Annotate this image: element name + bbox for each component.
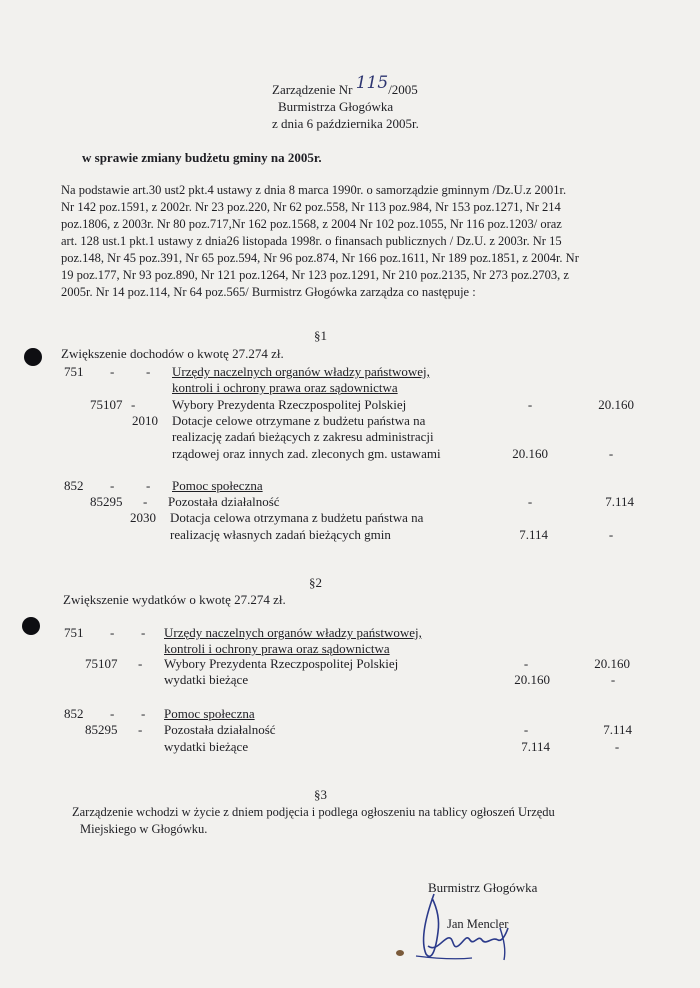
item-text: realizację zadań bieżących z zakresu administracji: [172, 429, 434, 444]
dash: -: [110, 364, 115, 379]
section-title: kontroli i ochrony prawa oraz sądownictwa: [172, 380, 398, 395]
document-title: [272, 73, 418, 98]
dash: -: [110, 478, 115, 493]
amount-col2: 20.160: [594, 656, 630, 671]
amount-col1: -: [527, 494, 533, 509]
amount-col1: 7.114: [521, 739, 550, 754]
section-title: Pomoc społeczna: [172, 478, 263, 493]
section-title: Urzędy naczelnych organów władzy państwowej,: [164, 625, 422, 640]
rozdzial-75107: 75107: [85, 656, 118, 671]
rozdzial-85295: 85295: [85, 722, 118, 737]
dzial-852: 852: [64, 478, 84, 493]
dash: -: [138, 656, 143, 671]
item-text: wydatki bieżące: [164, 739, 249, 754]
section1-intro: Zwiększenie dochodów o kwotę 27.274 zł.: [61, 346, 284, 361]
item-text: Wybory Prezydenta Rzeczpospolitej Polskiej: [164, 656, 399, 671]
item-text: rządowej oraz innych zad. zleconych gm. ustawami: [172, 446, 441, 461]
dash: -: [141, 625, 146, 640]
section3-heading: §3: [314, 787, 327, 802]
item-text: Dotacja celowa otrzymana z budżetu państwa na: [170, 510, 424, 525]
preamble-line-5: poz.148, Nr 45 poz.391, Nr 65 poz.594, Nr 96 poz.874, Nr 166 poz.1611, Nr 189 poz.1851, z 2004r. Nr: [61, 251, 579, 265]
item-text: realizację własnych zadań bieżących gmin: [170, 527, 391, 542]
handwritten-signature: [412, 888, 522, 966]
section2-heading: §2: [309, 575, 322, 590]
punch-hole-bottom: [22, 617, 40, 635]
amount-col1: 7.114: [519, 527, 548, 542]
handwritten-number: 115: [355, 73, 389, 93]
preamble-line-7: 2005r. Nr 14 poz.114, Nr 64 poz.565/ Burmistrz Głogówka zarządza co następuje :: [61, 285, 476, 299]
rozdzial-85295: 85295: [90, 494, 123, 509]
dash: -: [138, 722, 143, 737]
section-title: Urzędy naczelnych organów władzy państwowej,: [172, 364, 430, 379]
amount-col1: 20.160: [514, 672, 550, 687]
amount-col2: -: [610, 672, 616, 687]
preamble-line-3: poz.1806, z 2003r. Nr 80 poz.717,Nr 162 poz.1568, z 2004 Nr 102 poz.1055, Nr 116 poz.1203/ oraz: [61, 217, 562, 231]
date-line: z dnia 6 października 2005r.: [272, 116, 419, 131]
dzial-751: 751: [64, 625, 84, 640]
amount-col1: -: [523, 656, 529, 671]
signature-title: Burmistrz Głogówka: [428, 880, 538, 895]
title-prefix: Zarządzenie Nr: [272, 82, 353, 97]
dzial-751: 751: [64, 364, 84, 379]
ink-mark: [396, 950, 404, 956]
dash: -: [131, 397, 136, 412]
subject-line: w sprawie zmiany budżetu gminy na 2005r.: [82, 150, 322, 165]
amount-col2: -: [608, 527, 614, 542]
item-text: Pozostała działalność: [168, 494, 280, 509]
amount-col1: -: [523, 722, 529, 737]
item-text: wydatki bieżące: [164, 672, 249, 687]
amount-col2: -: [614, 739, 620, 754]
section1-heading: §1: [314, 328, 327, 343]
section2-intro: Zwiększenie wydatków o kwotę 27.274 zł.: [63, 592, 286, 607]
issuer-line: Burmistrza Głogówka: [278, 99, 394, 114]
amount-col2: 7.114: [603, 722, 632, 737]
preamble-line-4: art. 128 ust.1 pkt.1 ustawy z dnia26 listopada 1998r. o finansach publicznych / Dz.U. z 2003r. Nr 15: [61, 234, 562, 248]
title-suffix: /2005: [388, 82, 418, 97]
rozdzial-75107: 75107: [90, 397, 123, 412]
dash: -: [110, 706, 115, 721]
item-text: Pozostała działalność: [164, 722, 276, 737]
dash: -: [141, 706, 146, 721]
amount-col2: -: [608, 446, 614, 461]
section3-line-1: Zarządzenie wchodzi w życie z dniem podjęcia i podlega ogłoszeniu na tablicy ogłoszeń Urzędu: [72, 805, 555, 819]
section-title: kontroli i ochrony prawa oraz sądownictwa: [164, 641, 390, 656]
amount-col1: 20.160: [512, 446, 548, 461]
preamble-line-1: Na podstawie art.30 ust2 pkt.4 ustawy z dnia 8 marca 1990r. o samorządzie gminnym /Dz.U.z 2001r.: [61, 183, 567, 197]
preamble-line-6: 19 poz.177, Nr 93 poz.890, Nr 121 poz.1264, Nr 123 poz.1291, Nr 210 poz.2135, Nr 273 poz.2703, z: [61, 268, 569, 282]
amount-col1: -: [527, 397, 533, 412]
signature-name: Jan Mencler: [447, 917, 509, 931]
section-title: Pomoc społeczna: [164, 706, 255, 721]
section3-line-2: Miejskiego w Głogówku.: [80, 822, 208, 836]
paragraf-2030: 2030: [130, 510, 156, 525]
punch-hole-top: [24, 348, 42, 366]
amount-col2: 7.114: [605, 494, 634, 509]
dash: -: [110, 625, 115, 640]
item-text: Dotacje celowe otrzymane z budżetu państwa na: [172, 413, 426, 428]
dash: -: [146, 478, 151, 493]
dash: -: [143, 494, 148, 509]
dash: -: [146, 364, 151, 379]
dzial-852: 852: [64, 706, 84, 721]
item-text: Wybory Prezydenta Rzeczpospolitej Polskiej: [172, 397, 407, 412]
paragraf-2010: 2010: [132, 413, 158, 428]
amount-col2: 20.160: [598, 397, 634, 412]
preamble-line-2: Nr 142 poz.1591, z 2002r. Nr 23 poz.220, Nr 62 poz.558, Nr 113 poz.984, Nr 153 poz.1271, Nr 214: [61, 200, 561, 214]
